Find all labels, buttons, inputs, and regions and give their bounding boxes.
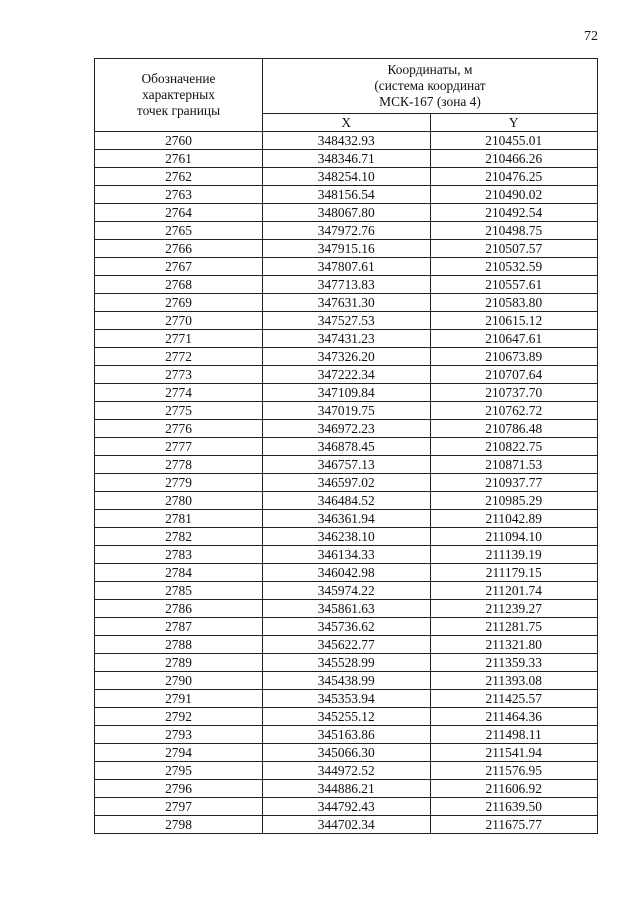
table-row xyxy=(95,168,598,186)
y-cell: 210583.80 xyxy=(430,294,598,312)
table-row xyxy=(95,762,598,780)
header-point-name-line: Обозначение xyxy=(141,71,216,86)
point-id-cell: 2793 xyxy=(95,726,263,744)
table-row xyxy=(95,528,598,546)
x-cell: 348432.93 xyxy=(263,132,431,150)
point-id-cell: 2792 xyxy=(95,708,263,726)
table-row xyxy=(95,726,598,744)
x-cell: 346597.02 xyxy=(263,474,431,492)
x-cell: 347222.34 xyxy=(263,366,431,384)
y-cell: 210557.61 xyxy=(430,276,598,294)
point-id-cell: 2764 xyxy=(95,204,263,222)
table-row xyxy=(95,492,598,510)
table-row xyxy=(95,438,598,456)
x-cell: 346878.45 xyxy=(263,438,431,456)
table-row xyxy=(95,204,598,222)
x-cell: 347807.61 xyxy=(263,258,431,276)
x-cell: 345353.94 xyxy=(263,690,431,708)
x-cell: 346972.23 xyxy=(263,420,431,438)
point-id-cell: 2763 xyxy=(95,186,263,204)
x-cell: 348067.80 xyxy=(263,204,431,222)
table-row xyxy=(95,186,598,204)
point-id-cell: 2778 xyxy=(95,456,263,474)
x-cell: 345163.86 xyxy=(263,726,431,744)
header-coordinates-line: (система координат xyxy=(374,78,486,93)
x-cell: 346134.33 xyxy=(263,546,431,564)
page-number: 72 xyxy=(584,29,598,44)
table-row xyxy=(95,420,598,438)
x-cell: 344972.52 xyxy=(263,762,431,780)
table-row xyxy=(95,672,598,690)
y-cell: 210490.02 xyxy=(430,186,598,204)
point-id-cell: 2776 xyxy=(95,420,263,438)
header-coordinates xyxy=(263,59,598,114)
point-id-cell: 2795 xyxy=(95,762,263,780)
x-cell: 344702.34 xyxy=(263,816,431,834)
table-row xyxy=(95,366,598,384)
point-id-cell: 2786 xyxy=(95,600,263,618)
point-id-cell: 2779 xyxy=(95,474,263,492)
x-cell: 347915.16 xyxy=(263,240,431,258)
x-cell: 345736.62 xyxy=(263,618,431,636)
y-cell: 211179.15 xyxy=(430,564,598,582)
y-cell: 211139.19 xyxy=(430,546,598,564)
y-cell: 210507.57 xyxy=(430,240,598,258)
y-cell: 211393.08 xyxy=(430,672,598,690)
point-id-cell: 2766 xyxy=(95,240,263,258)
y-cell: 211639.50 xyxy=(430,798,598,816)
header-y: Y xyxy=(430,114,598,132)
y-cell: 211498.11 xyxy=(430,726,598,744)
header-point-name-line: точек границы xyxy=(136,103,221,118)
point-id-cell: 2784 xyxy=(95,564,263,582)
y-cell: 211239.27 xyxy=(430,600,598,618)
point-id-cell: 2761 xyxy=(95,150,263,168)
point-id-cell: 2785 xyxy=(95,582,263,600)
x-cell: 345438.99 xyxy=(263,672,431,690)
x-cell: 345066.30 xyxy=(263,744,431,762)
y-cell: 210466.26 xyxy=(430,150,598,168)
table-body xyxy=(95,132,598,834)
point-id-cell: 2771 xyxy=(95,330,263,348)
point-id-cell: 2791 xyxy=(95,690,263,708)
y-cell: 210498.75 xyxy=(430,222,598,240)
point-id-cell: 2797 xyxy=(95,798,263,816)
y-cell: 211359.33 xyxy=(430,654,598,672)
header-point-name xyxy=(95,59,263,132)
table-row xyxy=(95,510,598,528)
x-cell: 344792.43 xyxy=(263,798,431,816)
x-cell: 346757.13 xyxy=(263,456,431,474)
x-cell: 348346.71 xyxy=(263,150,431,168)
x-cell: 345861.63 xyxy=(263,600,431,618)
header-coordinates-line: Координаты, м xyxy=(387,62,473,77)
x-cell: 347019.75 xyxy=(263,402,431,420)
y-cell: 211464.36 xyxy=(430,708,598,726)
y-cell: 210937.77 xyxy=(430,474,598,492)
point-id-cell: 2780 xyxy=(95,492,263,510)
point-id-cell: 2783 xyxy=(95,546,263,564)
table-row xyxy=(95,690,598,708)
table-row xyxy=(95,744,598,762)
x-cell: 347326.20 xyxy=(263,348,431,366)
table-row xyxy=(95,618,598,636)
table-row xyxy=(95,312,598,330)
table-row xyxy=(95,402,598,420)
point-id-cell: 2790 xyxy=(95,672,263,690)
table-row xyxy=(95,708,598,726)
x-cell: 348254.10 xyxy=(263,168,431,186)
x-cell: 347631.30 xyxy=(263,294,431,312)
table-row xyxy=(95,546,598,564)
y-cell: 211321.80 xyxy=(430,636,598,654)
point-id-cell: 2765 xyxy=(95,222,263,240)
y-cell: 210762.72 xyxy=(430,402,598,420)
x-cell: 347431.23 xyxy=(263,330,431,348)
header-point-name-line: характерных xyxy=(142,87,215,102)
x-cell: 345622.77 xyxy=(263,636,431,654)
table-row xyxy=(95,258,598,276)
point-id-cell: 2777 xyxy=(95,438,263,456)
coordinates-table xyxy=(94,58,598,834)
y-cell: 211425.57 xyxy=(430,690,598,708)
point-id-cell: 2762 xyxy=(95,168,263,186)
table-row xyxy=(95,348,598,366)
point-id-cell: 2774 xyxy=(95,384,263,402)
point-id-cell: 2770 xyxy=(95,312,263,330)
y-cell: 210822.75 xyxy=(430,438,598,456)
point-id-cell: 2789 xyxy=(95,654,263,672)
table-row xyxy=(95,150,598,168)
table-row xyxy=(95,600,598,618)
point-id-cell: 2794 xyxy=(95,744,263,762)
x-cell: 345255.12 xyxy=(263,708,431,726)
y-cell: 210615.12 xyxy=(430,312,598,330)
y-cell: 211042.89 xyxy=(430,510,598,528)
x-cell: 345528.99 xyxy=(263,654,431,672)
point-id-cell: 2796 xyxy=(95,780,263,798)
point-id-cell: 2798 xyxy=(95,816,263,834)
table-row xyxy=(95,816,598,834)
x-cell: 346361.94 xyxy=(263,510,431,528)
y-cell: 210532.59 xyxy=(430,258,598,276)
y-cell: 211094.10 xyxy=(430,528,598,546)
table-row xyxy=(95,582,598,600)
y-cell: 210476.25 xyxy=(430,168,598,186)
point-id-cell: 2768 xyxy=(95,276,263,294)
point-id-cell: 2760 xyxy=(95,132,263,150)
y-cell: 211541.94 xyxy=(430,744,598,762)
table-row xyxy=(95,564,598,582)
y-cell: 211606.92 xyxy=(430,780,598,798)
table-row xyxy=(95,798,598,816)
table-row xyxy=(95,276,598,294)
point-id-cell: 2772 xyxy=(95,348,263,366)
y-cell: 211675.77 xyxy=(430,816,598,834)
point-id-cell: 2787 xyxy=(95,618,263,636)
point-id-cell: 2775 xyxy=(95,402,263,420)
y-cell: 210492.54 xyxy=(430,204,598,222)
table-row xyxy=(95,132,598,150)
point-id-cell: 2769 xyxy=(95,294,263,312)
point-id-cell: 2773 xyxy=(95,366,263,384)
table-row xyxy=(95,384,598,402)
y-cell: 210737.70 xyxy=(430,384,598,402)
y-cell: 211201.74 xyxy=(430,582,598,600)
y-cell: 210455.01 xyxy=(430,132,598,150)
x-cell: 347972.76 xyxy=(263,222,431,240)
table-row xyxy=(95,654,598,672)
y-cell: 210985.29 xyxy=(430,492,598,510)
table-row xyxy=(95,330,598,348)
point-id-cell: 2788 xyxy=(95,636,263,654)
table-row xyxy=(95,222,598,240)
point-id-cell: 2781 xyxy=(95,510,263,528)
table-row xyxy=(95,780,598,798)
header-x: X xyxy=(263,114,431,132)
y-cell: 210707.64 xyxy=(430,366,598,384)
table-row xyxy=(95,456,598,474)
table-row xyxy=(95,474,598,492)
x-cell: 348156.54 xyxy=(263,186,431,204)
x-cell: 346042.98 xyxy=(263,564,431,582)
header-coordinates-line: МСК-167 (зона 4) xyxy=(379,94,481,109)
y-cell: 210673.89 xyxy=(430,348,598,366)
table-row xyxy=(95,636,598,654)
y-cell: 211576.95 xyxy=(430,762,598,780)
x-cell: 346484.52 xyxy=(263,492,431,510)
y-cell: 210786.48 xyxy=(430,420,598,438)
point-id-cell: 2782 xyxy=(95,528,263,546)
table-row xyxy=(95,294,598,312)
y-cell: 210647.61 xyxy=(430,330,598,348)
x-cell: 345974.22 xyxy=(263,582,431,600)
x-cell: 347713.83 xyxy=(263,276,431,294)
y-cell: 211281.75 xyxy=(430,618,598,636)
x-cell: 344886.21 xyxy=(263,780,431,798)
table-row xyxy=(95,240,598,258)
y-cell: 210871.53 xyxy=(430,456,598,474)
x-cell: 346238.10 xyxy=(263,528,431,546)
point-id-cell: 2767 xyxy=(95,258,263,276)
x-cell: 347109.84 xyxy=(263,384,431,402)
x-cell: 347527.53 xyxy=(263,312,431,330)
